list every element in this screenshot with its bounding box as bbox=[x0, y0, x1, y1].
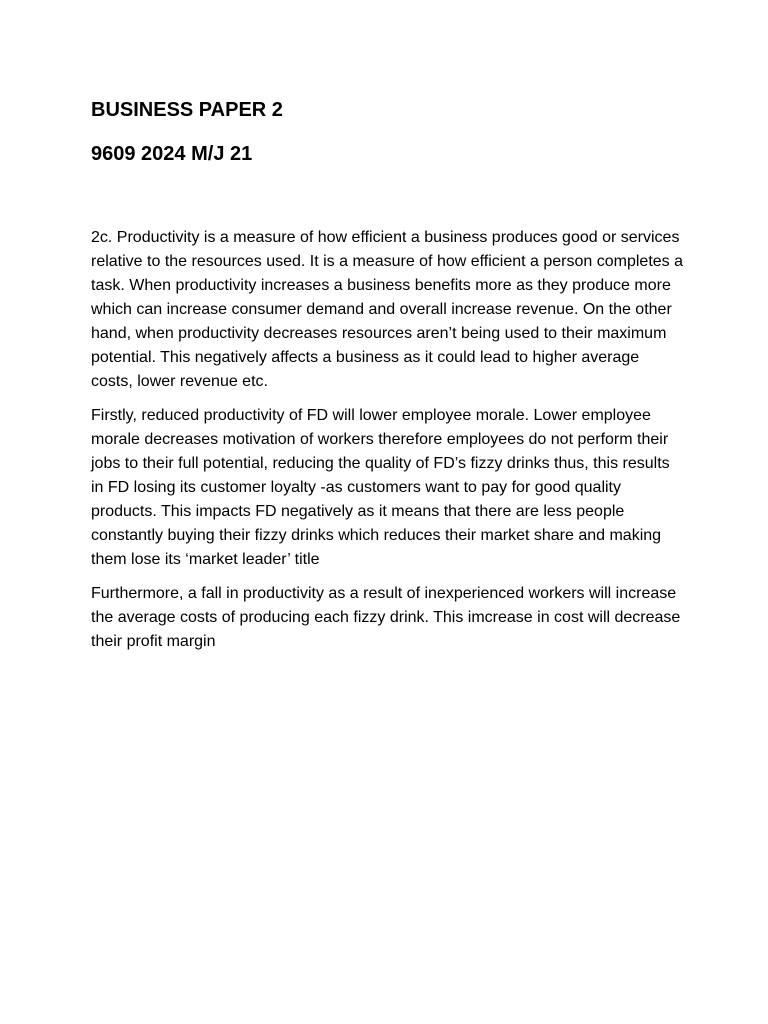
paragraph-firstly: Firstly, reduced productivity of FD will lower employee morale. Lower employee morale decreases motivation of workers therefore employees do not perform their jobs to their full potential, reducing the quality of FD’s fizzy drinks thus, this results in FD losing its customer loyalty -as customers want to pay for good quality products. This impacts FD negatively as it means that there are less people constantly buying their fizzy drinks which reduces their market share and making them lose its ‘market leader’ title bbox=[91, 407, 670, 568]
document-title: BUSINESS PAPER 2 bbox=[91, 99, 283, 121]
document-content bbox=[91, 96, 683, 664]
paragraph-furthermore: Furthermore, a fall in productivity as a result of inexperienced workers will increase the average costs of producing each fizzy drink. This imcrease in cost will decrease their profit margin bbox=[91, 585, 681, 650]
paragraph-intro: 2c. Productivity is a measure of how efficient a business produces good or services relative to the resources used. It is a measure of how efficient a person completes a task. When productivity increases a business benefits more as they produce more which can increase consumer demand and overall increase revenue. On the other hand, when productivity decreases resources aren’t being used to their maximum potential. This negatively affects a business as it could lead to higher average costs, lower revenue etc. bbox=[91, 229, 684, 390]
document-subtitle: 9609 2024 M/J 21 bbox=[91, 143, 253, 165]
document-body bbox=[91, 226, 683, 654]
